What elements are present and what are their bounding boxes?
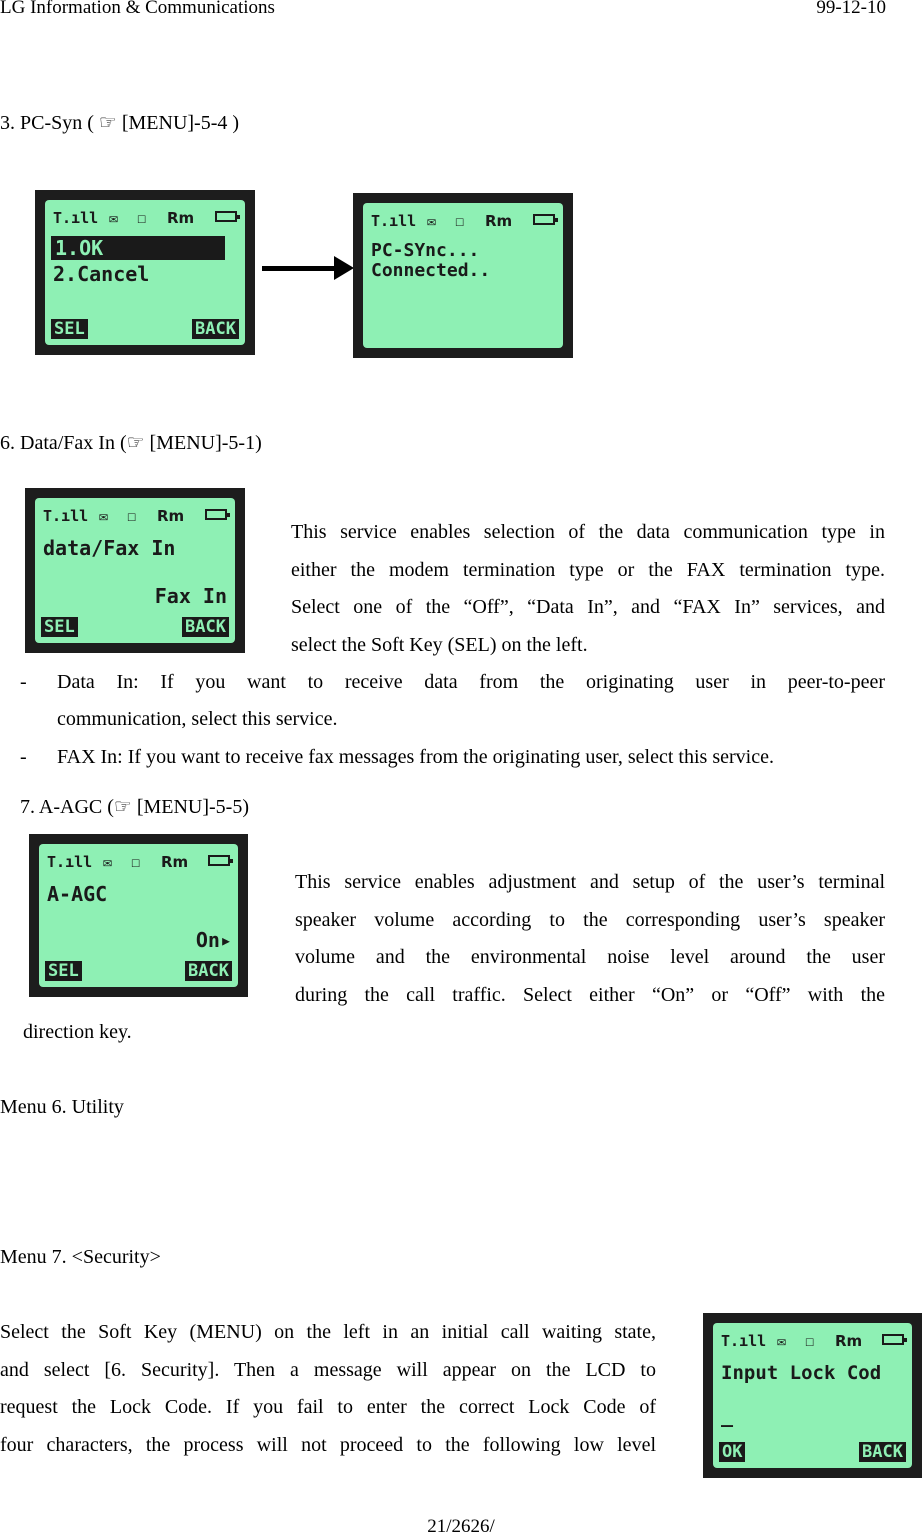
lock-code-input[interactable]: _	[721, 1403, 734, 1427]
softkey-back[interactable]: BACK	[859, 1442, 906, 1462]
aagc-body-4: during the call traffic. Select either “On” or “Off” with the	[295, 984, 885, 1006]
datafax-body-2: either the modem termination type or the FAX termination type.	[291, 559, 885, 581]
datafax-title: 6. Data/Fax In (☞ [MENU]-5-1)	[0, 432, 262, 454]
envelope-icon: ✉	[103, 853, 113, 871]
status-bar	[369, 211, 557, 231]
aagc-body-2: speaker volume according to the corresponding user’s speaker	[295, 909, 885, 931]
menu-item-ok[interactable]: 1.OK	[51, 236, 225, 260]
security-body-3: request the Lock Code. If you fail to enter the correct Lock Code of	[0, 1396, 656, 1418]
battery-icon	[208, 855, 230, 866]
datafax-body-3: Select one of the “Off”, “Data In”, and “FAX In” services, and	[291, 596, 885, 618]
data-icon: ☐	[137, 209, 147, 227]
bullet-fax-in: FAX In: If you want to receive fax messages from the originating user, select this service.	[57, 746, 774, 768]
roaming-icon: Rm	[157, 507, 185, 525]
bullet-dash: -	[20, 671, 27, 693]
pcsyn-title: 3. PC-Syn ( ☞ [MENU]-5-4 )	[0, 112, 240, 134]
softkey-ok[interactable]: OK	[719, 1442, 745, 1462]
softkey-sel[interactable]: SEL	[41, 617, 78, 637]
softkey-back[interactable]: BACK	[185, 961, 232, 981]
security-body-2: and select [6. Security]. Then a message will appear on the LCD to	[0, 1359, 656, 1381]
lcd-line: A-AGC	[47, 882, 108, 906]
lcd-value[interactable]: On▸	[195, 928, 232, 952]
aagc-body-3: volume and the environmental noise level around the user	[295, 946, 885, 968]
aagc-title: 7. A-AGC (☞ [MENU]-5-5)	[20, 796, 250, 818]
battery-icon	[882, 1334, 904, 1345]
status-bar	[41, 506, 229, 526]
menu7-title: Menu 7. <Security>	[0, 1246, 161, 1268]
arrow-right-icon	[334, 256, 354, 280]
bullet-data-in-2: communication, select this service.	[57, 708, 338, 730]
roaming-icon: Rm	[167, 209, 195, 227]
envelope-icon: ✉	[99, 507, 109, 525]
signal-icon: T.ıll	[53, 209, 99, 227]
softkey-back[interactable]: BACK	[182, 617, 229, 637]
status-bar	[719, 1331, 906, 1351]
signal-icon: T.ıll	[371, 212, 417, 230]
menu6-title: Menu 6. Utility	[0, 1096, 124, 1118]
lcd-line: Input Lock Cod	[721, 1362, 882, 1384]
softkey-sel[interactable]: SEL	[45, 961, 82, 981]
battery-icon	[205, 509, 227, 520]
signal-icon: T.ıll	[721, 1332, 767, 1350]
aagc-body-5: direction key.	[23, 1021, 132, 1043]
lcd-value: Fax In	[154, 584, 227, 608]
lcd-line: PC-SYnc...	[371, 240, 480, 261]
security-body-4: four characters, the process will not proceed to the following low level	[0, 1434, 656, 1456]
signal-icon: T.ıll	[43, 507, 89, 525]
softkey-sel[interactable]: SEL	[51, 319, 88, 339]
arrow-line	[262, 266, 338, 271]
data-icon: ☐	[805, 1332, 815, 1350]
header-date: 99-12-10	[816, 0, 886, 18]
data-icon: ☐	[455, 212, 465, 230]
roaming-icon: Rm	[485, 212, 513, 230]
status-bar	[51, 208, 239, 228]
lcd-security	[703, 1313, 922, 1478]
roaming-icon: Rm	[161, 853, 189, 871]
battery-icon	[215, 211, 237, 222]
lcd-pcsyn-menu	[35, 190, 255, 355]
bullet-dash: -	[20, 746, 27, 768]
page-number: 21/2626/	[427, 1516, 495, 1537]
signal-icon: T.ıll	[47, 853, 93, 871]
battery-icon	[533, 214, 555, 225]
envelope-icon: ✉	[427, 212, 437, 230]
envelope-icon: ✉	[109, 209, 119, 227]
bullet-data-in-1: Data In: If you want to receive data from the originating user in peer-to-peer	[57, 671, 885, 693]
menu-item-cancel[interactable]: 2.Cancel	[53, 262, 150, 286]
data-icon: ☐	[127, 507, 137, 525]
softkey-back[interactable]: BACK	[192, 319, 239, 339]
lcd-line: Connected..	[371, 260, 491, 281]
aagc-body-1: This service enables adjustment and setup of the user’s terminal	[295, 871, 885, 893]
header-company: LG Information & Communications	[0, 0, 275, 18]
envelope-icon: ✉	[777, 1332, 787, 1350]
lcd-aagc	[29, 834, 248, 997]
lcd-line: data/Fax In	[43, 536, 176, 560]
lcd-datafax	[25, 488, 245, 653]
data-icon: ☐	[131, 853, 141, 871]
status-bar	[45, 852, 232, 872]
lcd-pcsyn-result	[353, 193, 573, 358]
datafax-body-4: select the Soft Key (SEL) on the left.	[291, 634, 588, 656]
datafax-body-1: This service enables selection of the data communication type in	[291, 521, 885, 543]
roaming-icon: Rm	[835, 1332, 863, 1350]
security-body-1: Select the Soft Key (MENU) on the left in an initial call waiting state,	[0, 1321, 656, 1343]
